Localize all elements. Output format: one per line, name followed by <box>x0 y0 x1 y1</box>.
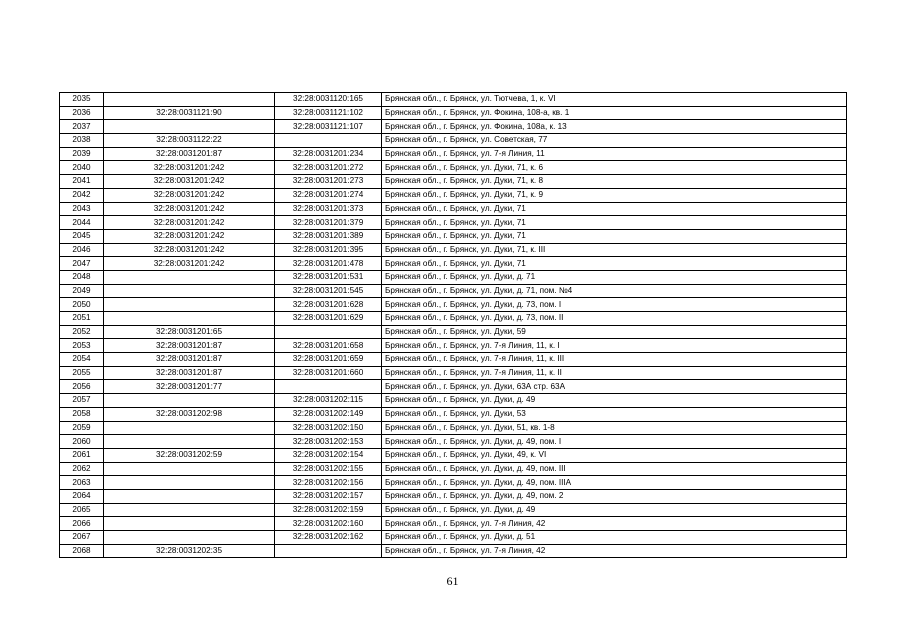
address-cell: Брянская обл., г. Брянск, ул. Дуки, д. 49, пом. I <box>382 435 847 449</box>
cadastral-object-cell: 32:28:0031201:273 <box>275 175 382 189</box>
cadastral-object-cell: 32:28:0031120:165 <box>275 93 382 107</box>
cadastral-parcel-cell <box>104 517 275 531</box>
address-cell: Брянская обл., г. Брянск, ул. Дуки, д. 49 <box>382 503 847 517</box>
cadastral-object-cell: 32:28:0031201:545 <box>275 284 382 298</box>
row-number-cell: 2050 <box>60 298 104 312</box>
address-cell: Брянская обл., г. Брянск, ул. Дуки, д. 71 <box>382 270 847 284</box>
cadastral-object-cell: 32:28:0031202:159 <box>275 503 382 517</box>
cadastral-object-cell: 32:28:0031202:157 <box>275 489 382 503</box>
cadastral-object-cell: 32:28:0031201:389 <box>275 229 382 243</box>
cadastral-object-cell: 32:28:0031201:373 <box>275 202 382 216</box>
address-cell: Брянская обл., г. Брянск, ул. Дуки, д. 49 <box>382 394 847 408</box>
row-number-cell: 2039 <box>60 147 104 161</box>
address-cell: Брянская обл., г. Брянск, ул. Дуки, д. 73, пом. I <box>382 298 847 312</box>
cadastral-object-cell: 32:28:0031201:658 <box>275 339 382 353</box>
cadastral-parcel-cell <box>104 462 275 476</box>
cadastral-object-cell: 32:28:0031201:531 <box>275 270 382 284</box>
row-number-cell: 2037 <box>60 120 104 134</box>
row-number-cell: 2049 <box>60 284 104 298</box>
row-number-cell: 2045 <box>60 229 104 243</box>
row-number-cell: 2058 <box>60 407 104 421</box>
cadastral-parcel-cell: 32:28:0031201:87 <box>104 366 275 380</box>
address-cell: Брянская обл., г. Брянск, ул. Дуки, 71, к. 8 <box>382 175 847 189</box>
address-cell: Брянская обл., г. Брянск, ул. 7-я Линия, 11, к. II <box>382 366 847 380</box>
address-cell: Брянская обл., г. Брянск, ул. Дуки, 71, к. 6 <box>382 161 847 175</box>
table-row <box>60 120 847 134</box>
cadastral-parcel-cell: 32:28:0031202:98 <box>104 407 275 421</box>
cadastral-parcel-cell: 32:28:0031201:242 <box>104 175 275 189</box>
table-row <box>60 517 847 531</box>
row-number-cell: 2056 <box>60 380 104 394</box>
cadastral-parcel-cell <box>104 489 275 503</box>
row-number-cell: 2047 <box>60 257 104 271</box>
address-cell: Брянская обл., г. Брянск, ул. Дуки, 51, кв. 1-8 <box>382 421 847 435</box>
cadastral-object-cell: 32:28:0031201:478 <box>275 257 382 271</box>
cadastral-parcel-cell: 32:28:0031201:242 <box>104 243 275 257</box>
cadastral-parcel-cell: 32:28:0031201:242 <box>104 257 275 271</box>
table-row <box>60 106 847 120</box>
cadastral-parcel-cell: 32:28:0031201:87 <box>104 147 275 161</box>
table-row <box>60 325 847 339</box>
cadastral-parcel-cell: 32:28:0031201:242 <box>104 202 275 216</box>
table-row <box>60 175 847 189</box>
cadastral-parcel-cell <box>104 120 275 134</box>
row-number-cell: 2042 <box>60 188 104 202</box>
table-row <box>60 544 847 558</box>
cadastral-object-cell: 32:28:0031202:162 <box>275 531 382 545</box>
cadastral-parcel-cell <box>104 270 275 284</box>
row-number-cell: 2051 <box>60 312 104 326</box>
cadastral-parcel-cell: 32:28:0031201:65 <box>104 325 275 339</box>
row-number-cell: 2067 <box>60 531 104 545</box>
cadastral-object-cell <box>275 134 382 148</box>
table-row <box>60 161 847 175</box>
cadastral-object-cell: 32:28:0031201:234 <box>275 147 382 161</box>
table-row <box>60 394 847 408</box>
address-cell: Брянская обл., г. Брянск, ул. Фокина, 108-а, кв. 1 <box>382 106 847 120</box>
row-number-cell: 2046 <box>60 243 104 257</box>
cadastral-parcel-cell: 32:28:0031201:242 <box>104 229 275 243</box>
cadastral-parcel-cell: 32:28:0031201:242 <box>104 216 275 230</box>
address-cell: Брянская обл., г. Брянск, ул. Дуки, д. 49, пом. 2 <box>382 489 847 503</box>
cadastral-object-cell: 32:28:0031201:629 <box>275 312 382 326</box>
cadastral-object-cell: 32:28:0031202:155 <box>275 462 382 476</box>
cadastral-parcel-cell: 32:28:0031121:90 <box>104 106 275 120</box>
table-row <box>60 421 847 435</box>
cadastral-object-cell: 32:28:0031202:156 <box>275 476 382 490</box>
table-row <box>60 298 847 312</box>
address-cell: Брянская обл., г. Брянск, ул. Тютчева, 1, к. VI <box>382 93 847 107</box>
registry-table-body <box>60 93 847 558</box>
row-number-cell: 2068 <box>60 544 104 558</box>
table-row <box>60 448 847 462</box>
cadastral-object-cell: 32:28:0031201:274 <box>275 188 382 202</box>
table-row <box>60 407 847 421</box>
table-row <box>60 380 847 394</box>
row-number-cell: 2038 <box>60 134 104 148</box>
cadastral-object-cell: 32:28:0031202:115 <box>275 394 382 408</box>
table-row <box>60 339 847 353</box>
address-cell: Брянская обл., г. Брянск, ул. Дуки, 71 <box>382 257 847 271</box>
row-number-cell: 2064 <box>60 489 104 503</box>
row-number-cell: 2048 <box>60 270 104 284</box>
table-row <box>60 188 847 202</box>
cadastral-object-cell: 32:28:0031201:660 <box>275 366 382 380</box>
table-row <box>60 489 847 503</box>
cadastral-object-cell: 32:28:0031201:628 <box>275 298 382 312</box>
address-cell: Брянская обл., г. Брянск, ул. 7-я Линия, 11, к. I <box>382 339 847 353</box>
address-cell: Брянская обл., г. Брянск, ул. Дуки, 49, к. VI <box>382 448 847 462</box>
cadastral-parcel-cell <box>104 298 275 312</box>
table-row <box>60 476 847 490</box>
address-cell: Брянская обл., г. Брянск, ул. 7-я Линия, 11 <box>382 147 847 161</box>
cadastral-object-cell: 32:28:0031202:150 <box>275 421 382 435</box>
row-number-cell: 2043 <box>60 202 104 216</box>
table-row <box>60 243 847 257</box>
address-cell: Брянская обл., г. Брянск, ул. Дуки, 53 <box>382 407 847 421</box>
table-row <box>60 284 847 298</box>
cadastral-parcel-cell: 32:28:0031201:87 <box>104 353 275 367</box>
address-cell: Брянская обл., г. Брянск, ул. Дуки, 71, к. 9 <box>382 188 847 202</box>
table-row <box>60 229 847 243</box>
address-cell: Брянская обл., г. Брянск, ул. Дуки, д. 71, пом. №4 <box>382 284 847 298</box>
cadastral-parcel-cell <box>104 284 275 298</box>
address-cell: Брянская обл., г. Брянск, ул. Советская, 77 <box>382 134 847 148</box>
address-cell: Брянская обл., г. Брянск, ул. Дуки, 63А стр. 63А <box>382 380 847 394</box>
cadastral-parcel-cell <box>104 435 275 449</box>
cadastral-parcel-cell <box>104 531 275 545</box>
row-number-cell: 2061 <box>60 448 104 462</box>
cadastral-object-cell: 32:28:0031201:659 <box>275 353 382 367</box>
page-number: 61 <box>446 574 459 588</box>
cadastral-object-cell <box>275 544 382 558</box>
address-cell: Брянская обл., г. Брянск, ул. Фокина, 108а, к. 13 <box>382 120 847 134</box>
table-row <box>60 257 847 271</box>
cadastral-parcel-cell: 32:28:0031201:77 <box>104 380 275 394</box>
table-row <box>60 353 847 367</box>
row-number-cell: 2065 <box>60 503 104 517</box>
address-cell: Брянская обл., г. Брянск, ул. Дуки, д. 51 <box>382 531 847 545</box>
address-cell: Брянская обл., г. Брянск, ул. Дуки, 71, к. III <box>382 243 847 257</box>
address-cell: Брянская обл., г. Брянск, ул. 7-я Линия, 42 <box>382 544 847 558</box>
address-cell: Брянская обл., г. Брянск, ул. Дуки, 59 <box>382 325 847 339</box>
row-number-cell: 2060 <box>60 435 104 449</box>
cadastral-parcel-cell: 32:28:0031201:242 <box>104 161 275 175</box>
cadastral-object-cell: 32:28:0031202:154 <box>275 448 382 462</box>
cadastral-parcel-cell <box>104 421 275 435</box>
row-number-cell: 2054 <box>60 353 104 367</box>
address-cell: Брянская обл., г. Брянск, ул. Дуки, д. 73, пом. II <box>382 312 847 326</box>
address-cell: Брянская обл., г. Брянск, ул. Дуки, 71 <box>382 202 847 216</box>
cadastral-parcel-cell <box>104 312 275 326</box>
row-number-cell: 2040 <box>60 161 104 175</box>
table-row <box>60 503 847 517</box>
table-row <box>60 93 847 107</box>
cadastral-parcel-cell: 32:28:0031122:22 <box>104 134 275 148</box>
row-number-cell: 2053 <box>60 339 104 353</box>
row-number-cell: 2057 <box>60 394 104 408</box>
table-row <box>60 202 847 216</box>
table-row <box>60 366 847 380</box>
row-number-cell: 2055 <box>60 366 104 380</box>
cadastral-parcel-cell: 32:28:0031201:242 <box>104 188 275 202</box>
table-row <box>60 435 847 449</box>
row-number-cell: 2035 <box>60 93 104 107</box>
cadastral-object-cell: 32:28:0031121:102 <box>275 106 382 120</box>
cadastral-object-cell: 32:28:0031201:272 <box>275 161 382 175</box>
cadastral-object-cell: 32:28:0031121:107 <box>275 120 382 134</box>
registry-table <box>59 92 847 558</box>
table-row <box>60 147 847 161</box>
row-number-cell: 2059 <box>60 421 104 435</box>
cadastral-parcel-cell: 32:28:0031202:59 <box>104 448 275 462</box>
cadastral-object-cell <box>275 380 382 394</box>
cadastral-parcel-cell <box>104 394 275 408</box>
row-number-cell: 2052 <box>60 325 104 339</box>
cadastral-object-cell <box>275 325 382 339</box>
table-row <box>60 462 847 476</box>
row-number-cell: 2062 <box>60 462 104 476</box>
cadastral-object-cell: 32:28:0031202:160 <box>275 517 382 531</box>
cadastral-parcel-cell: 32:28:0031201:87 <box>104 339 275 353</box>
address-cell: Брянская обл., г. Брянск, ул. 7-я Линия, 11, к. III <box>382 353 847 367</box>
table-row <box>60 312 847 326</box>
table-row <box>60 134 847 148</box>
cadastral-parcel-cell: 32:28:0031202:35 <box>104 544 275 558</box>
table-row <box>60 216 847 230</box>
address-cell: Брянская обл., г. Брянск, ул. Дуки, д. 49, пом. III <box>382 462 847 476</box>
table-row <box>60 531 847 545</box>
address-cell: Брянская обл., г. Брянск, ул. Дуки, д. 49, пом. IIIА <box>382 476 847 490</box>
row-number-cell: 2041 <box>60 175 104 189</box>
cadastral-parcel-cell <box>104 503 275 517</box>
address-cell: Брянская обл., г. Брянск, ул. 7-я Линия, 42 <box>382 517 847 531</box>
cadastral-parcel-cell <box>104 476 275 490</box>
table-row <box>60 270 847 284</box>
cadastral-parcel-cell <box>104 93 275 107</box>
row-number-cell: 2063 <box>60 476 104 490</box>
cadastral-object-cell: 32:28:0031201:379 <box>275 216 382 230</box>
cadastral-object-cell: 32:28:0031202:153 <box>275 435 382 449</box>
address-cell: Брянская обл., г. Брянск, ул. Дуки, 71 <box>382 229 847 243</box>
row-number-cell: 2044 <box>60 216 104 230</box>
cadastral-object-cell: 32:28:0031202:149 <box>275 407 382 421</box>
cadastral-object-cell: 32:28:0031201:395 <box>275 243 382 257</box>
address-cell: Брянская обл., г. Брянск, ул. Дуки, 71 <box>382 216 847 230</box>
row-number-cell: 2036 <box>60 106 104 120</box>
row-number-cell: 2066 <box>60 517 104 531</box>
